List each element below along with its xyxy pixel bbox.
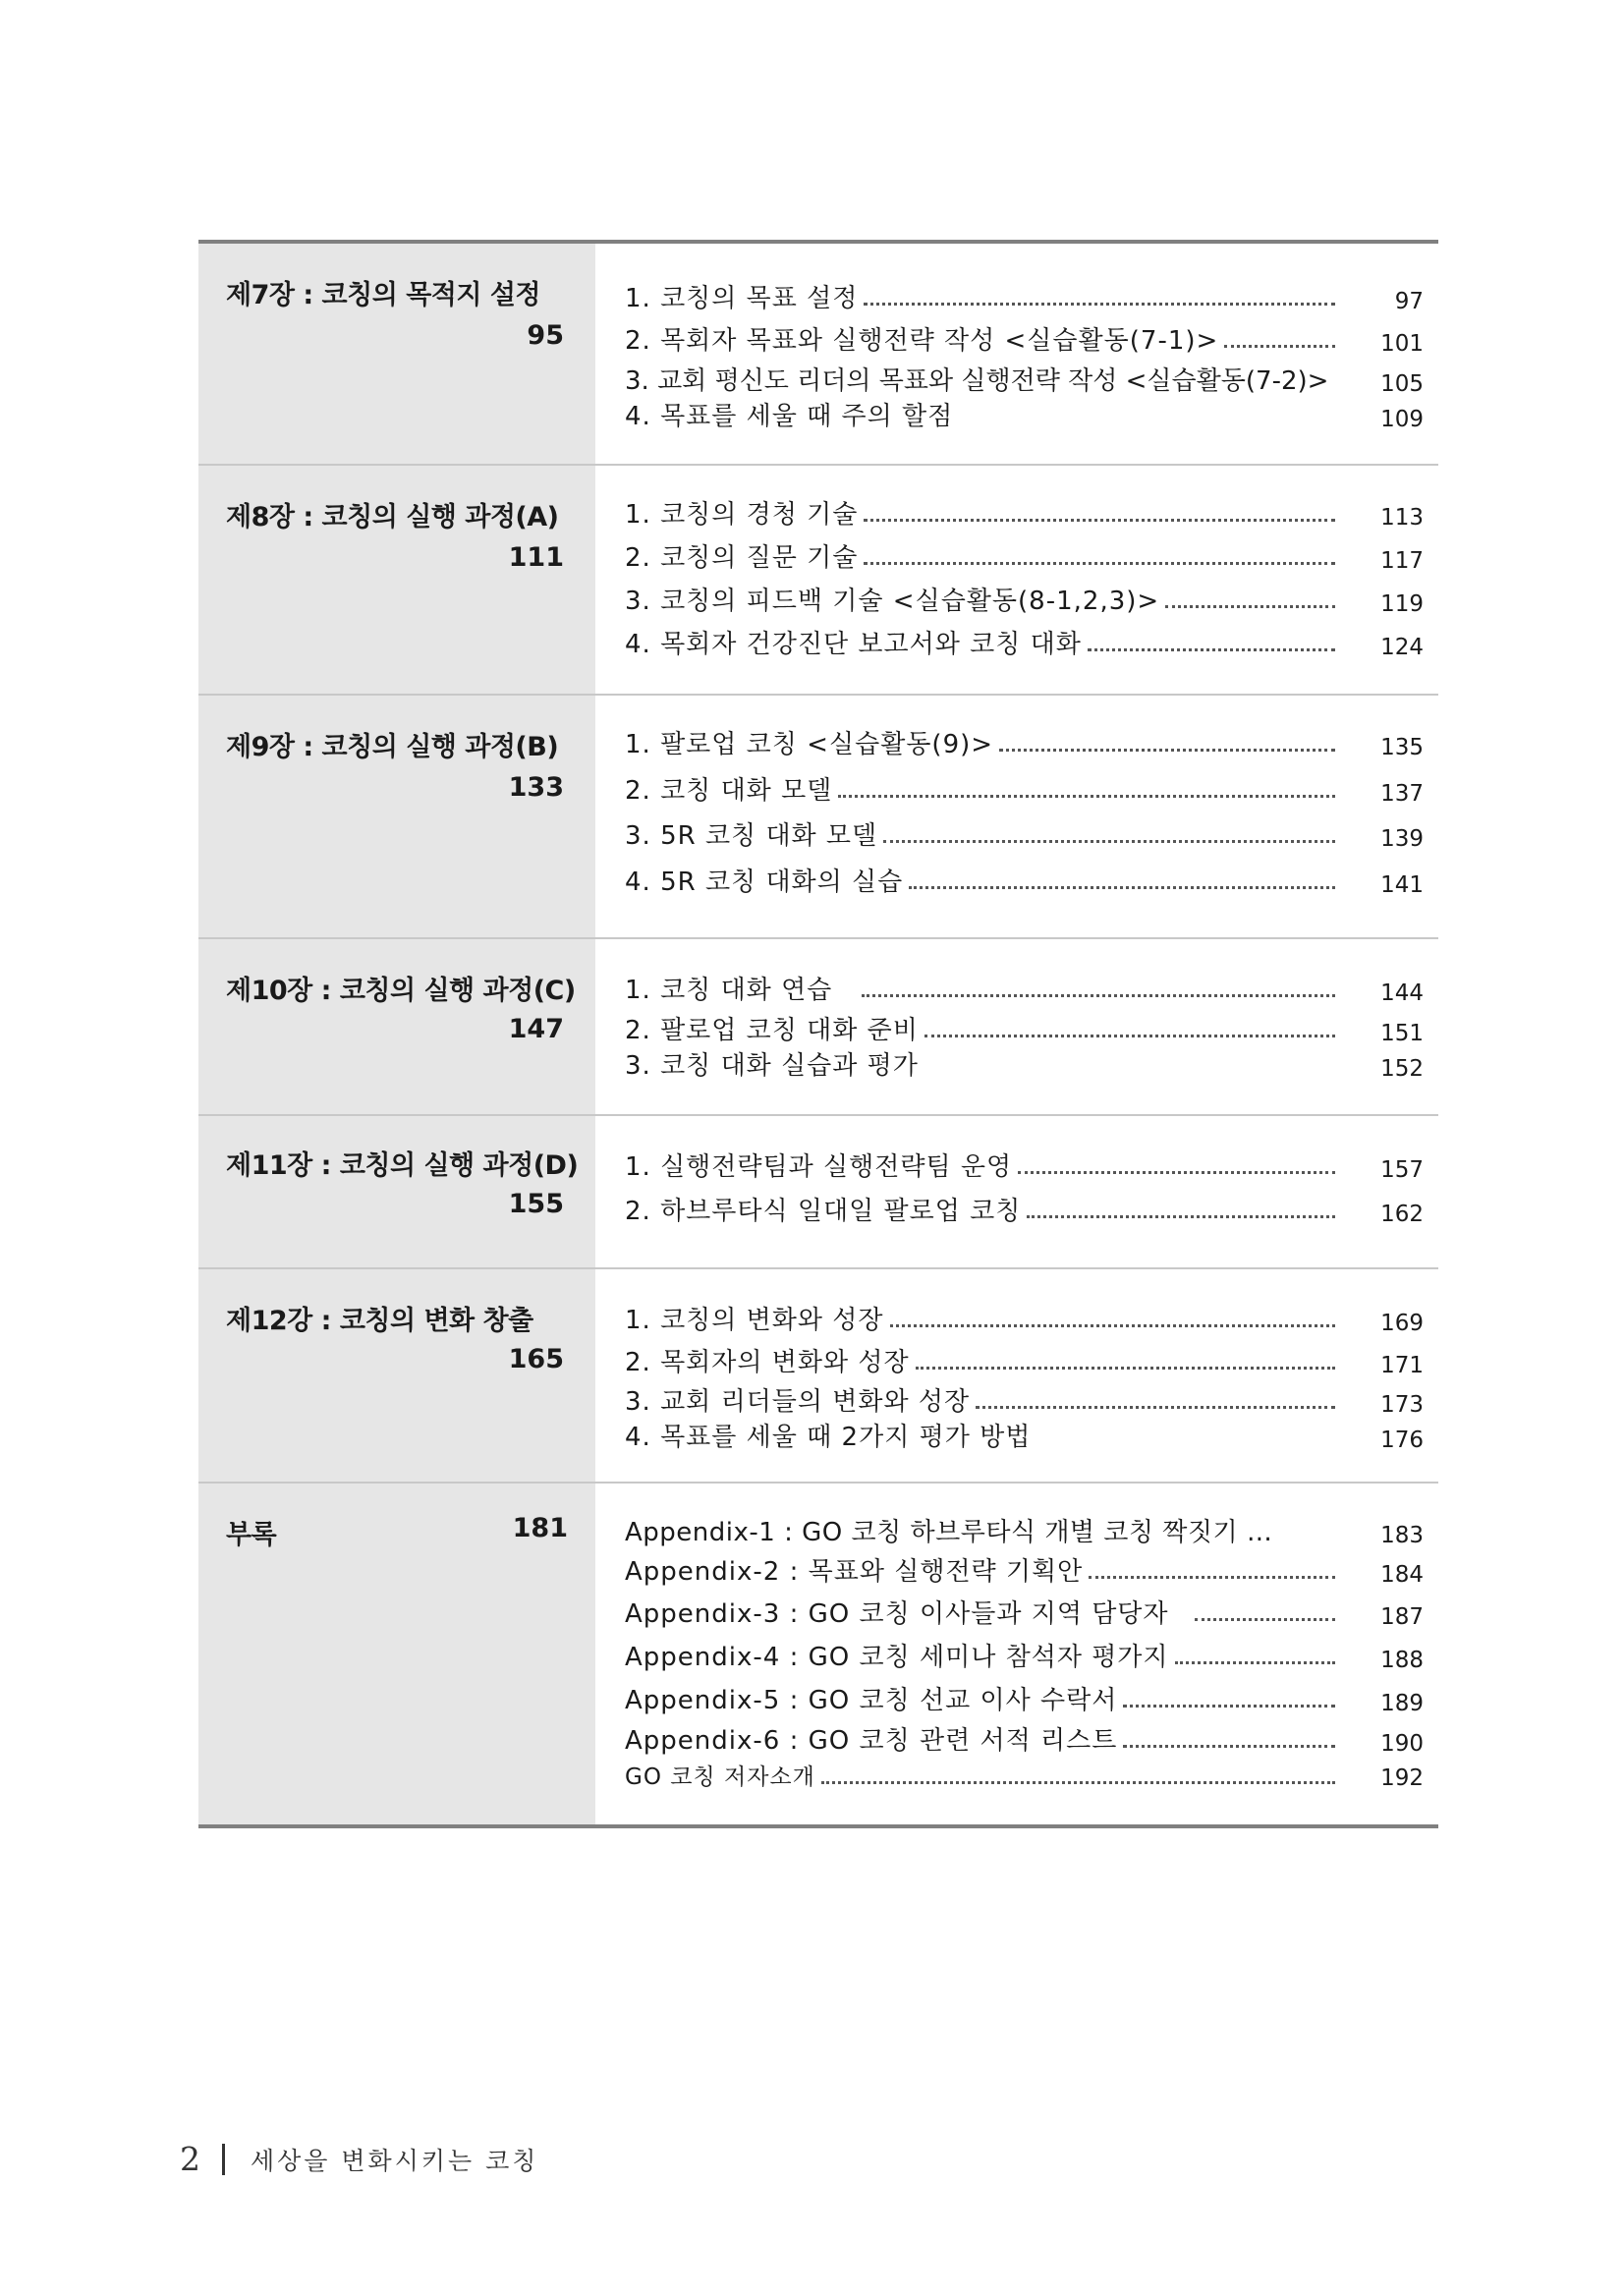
toc-section-ch8 [198,464,1438,694]
entry-title: 4. 목표를 세울 때 주의 할점 [625,402,954,431]
entry-page: 152 [1380,1056,1424,1082]
footer-divider [222,2144,225,2175]
entry-title: 1. 팔로업 코칭 <실습활동(9)> [625,730,994,759]
toc-entry[interactable] [625,1044,1424,1082]
toc-entry[interactable] [625,277,1424,314]
entry-page: 188 [1380,1648,1424,1673]
entry-title: 4. 5R 코칭 대화의 실습 [625,868,904,897]
toc-entry[interactable] [625,1009,1424,1046]
entry-page: 119 [1380,591,1424,617]
chapter-title: 제9장 : 코칭의 실행 과정(B) [226,732,559,762]
toc-entry[interactable] [625,1299,1424,1336]
leader-dots [976,1406,1335,1409]
entry-title: 1. 코칭의 변화와 성장 [625,1306,884,1335]
entries-cell [595,696,1438,937]
chapter-cell [198,1484,595,1824]
chapter-page: 133 [508,772,564,803]
entry-page: 124 [1380,635,1424,660]
toc-entry[interactable] [625,723,1424,760]
entry-title: 2. 하브루타식 일대일 팔로업 코칭 [625,1197,1022,1226]
entry-page: 139 [1380,826,1424,852]
chapter-cell [198,696,595,937]
chapter-title: 제7장 : 코칭의 목적지 설정 [226,280,541,310]
toc-entry[interactable] [625,1190,1424,1227]
toc-entry[interactable] [625,1380,1424,1418]
entry-title: 2. 코칭 대화 모델 [625,776,833,806]
chapter-title: 제8장 : 코칭의 실행 과정(A) [226,502,559,532]
entry-title: 2. 목회자 목표와 실행전략 작성 <실습활동(7-1)> [625,326,1219,356]
toc-entry[interactable] [625,1511,1424,1548]
entry-title: 2. 목회자의 변화와 성장 [625,1348,910,1377]
entry-page: 117 [1380,548,1424,574]
toc-section-ch12 [198,1267,1438,1482]
entries-cell [595,1116,1438,1267]
toc-entry[interactable] [625,493,1424,531]
leader-dots [916,1367,1335,1370]
leader-dots [838,795,1335,798]
leader-dots [821,1781,1335,1784]
entry-page: 141 [1380,872,1424,898]
chapter-page: 165 [508,1344,564,1374]
entry-page: 162 [1380,1202,1424,1227]
entries-cell [595,244,1438,464]
entry-title: Appendix-6 : GO 코칭 관련 서적 리스트 [625,1726,1118,1756]
chapter-title: 부록 [226,1520,277,1550]
toc-section-ch11 [198,1114,1438,1267]
toc-entry[interactable] [625,1593,1424,1630]
entry-page: 135 [1380,735,1424,760]
leader-dots [1123,1705,1335,1708]
toc-section-appendix [198,1482,1438,1824]
entry-title: GO 코칭 저자소개 [625,1764,815,1790]
entry-page: 173 [1380,1392,1424,1418]
leader-dots [862,994,1335,997]
entry-page: 109 [1380,407,1424,432]
leader-dots [864,519,1335,522]
toc-entry[interactable] [625,319,1424,357]
toc-entry[interactable] [625,814,1424,852]
chapter-page: 111 [508,542,564,573]
leader-dots [890,1324,1335,1327]
entry-page: 169 [1380,1311,1424,1336]
toc-entry[interactable] [625,1754,1424,1791]
leader-dots [883,840,1335,843]
entry-title: 1. 코칭 대화 연습 [625,976,833,1005]
entry-title: 3. 5R 코칭 대화 모델 [625,821,878,851]
table-of-contents [198,240,1438,1828]
entry-page: 176 [1380,1428,1424,1453]
entry-page: 97 [1394,289,1424,314]
leader-dots [1088,648,1335,651]
entry-page: 101 [1380,331,1424,357]
toc-entry[interactable] [625,1146,1424,1183]
toc-entry[interactable] [625,1636,1424,1673]
toc-entry[interactable] [625,861,1424,898]
chapter-title: 제11장 : 코칭의 실행 과정(D) [226,1150,579,1181]
entry-page: 189 [1380,1691,1424,1716]
chapter-page: 155 [508,1189,564,1219]
entry-title: 4. 목표를 세울 때 2가지 평가 방법 [625,1423,1032,1452]
toc-entry[interactable] [625,623,1424,660]
leader-dots [1224,345,1335,348]
toc-entry[interactable] [625,769,1424,807]
chapter-cell [198,1269,595,1482]
leader-dots [1175,1661,1335,1664]
entry-title: Appendix-5 : GO 코칭 선교 이사 수락서 [625,1686,1118,1715]
entries-cell [595,466,1438,694]
entry-page: 113 [1380,505,1424,531]
leader-dots [1195,1618,1335,1621]
chapter-cell [198,939,595,1114]
entry-page: 144 [1380,980,1424,1006]
chapter-page: 147 [508,1014,564,1044]
entry-title: 2. 코칭의 질문 기술 [625,543,859,573]
entry-title: 4. 목회자 건강진단 보고서와 코칭 대화 [625,630,1082,659]
page-footer [180,2140,538,2178]
leader-dots [1089,1576,1335,1579]
toc-section-ch10 [198,937,1438,1114]
entry-title: Appendix-1 : GO 코칭 하브루타식 개별 코칭 짝짓기 … [625,1518,1273,1547]
entries-cell [595,1269,1438,1482]
entry-page: 183 [1380,1523,1424,1548]
toc-entry[interactable] [625,580,1424,617]
leader-dots [909,886,1335,889]
toc-section-ch9 [198,694,1438,937]
entry-page: 171 [1380,1353,1424,1378]
entry-page: 184 [1380,1562,1424,1588]
entry-title: 3. 코칭 대화 실습과 평가 [625,1051,919,1081]
toc-entry[interactable] [625,1416,1424,1453]
toc-entry[interactable] [625,395,1424,432]
toc-entry[interactable] [625,1341,1424,1378]
toc-entry[interactable] [625,1679,1424,1716]
chapter-cell [198,466,595,694]
entry-title: Appendix-4 : GO 코칭 세미나 참석자 평가지 [625,1643,1169,1672]
chapter-title: 제12강 : 코칭의 변화 창출 [226,1306,533,1336]
chapter-title: 제10장 : 코칭의 실행 과정(C) [226,976,576,1006]
toc-entry[interactable] [625,360,1424,397]
leader-dots [1018,1171,1335,1174]
entry-title: Appendix-2 : 목표와 실행전략 기획안 [625,1557,1084,1587]
leader-dots [999,749,1335,752]
toc-entry[interactable] [625,969,1424,1006]
chapter-page: 181 [512,1513,568,1543]
entry-page: 105 [1380,371,1424,397]
book-title: 세상을 변화시키는 코칭 [251,2146,539,2175]
entry-title: 1. 코칭의 경청 기술 [625,500,859,530]
leader-dots [1123,1745,1335,1748]
entry-title: 1. 코칭의 목표 설정 [625,284,859,313]
entry-page: 192 [1380,1765,1424,1791]
entry-page: 137 [1380,781,1424,807]
entries-cell [595,1484,1438,1824]
chapter-cell [198,244,595,464]
leader-dots [1027,1215,1335,1218]
leader-dots [1165,605,1335,608]
entry-title: 1. 실행전략팀과 실행전략팀 운영 [625,1152,1013,1182]
entries-cell [595,939,1438,1114]
toc-entry[interactable] [625,1719,1424,1757]
entry-title: 2. 팔로업 코칭 대화 준비 [625,1016,919,1045]
entry-title: 3. 교회 리더들의 변화와 성장 [625,1387,971,1417]
entry-title: Appendix-3 : GO 코칭 이사들과 지역 담당자 [625,1599,1169,1629]
toc-entry[interactable] [625,536,1424,574]
leader-dots [864,562,1335,565]
toc-entry[interactable] [625,1550,1424,1588]
entry-title: 3. 코칭의 피드백 기술 <실습활동(8-1,2,3)> [625,587,1160,616]
chapter-cell [198,1116,595,1267]
leader-dots [864,303,1335,306]
toc-section-ch7 [198,244,1438,464]
entry-page: 190 [1380,1731,1424,1757]
entry-page: 187 [1380,1604,1424,1630]
leader-dots [924,1035,1335,1037]
entry-title: 3. 교회 평신도 리더의 목표와 실행전략 작성 <실습활동(7-2)> [625,366,1329,396]
chapter-page: 95 [527,320,564,351]
entry-page: 151 [1380,1021,1424,1046]
entry-page: 157 [1380,1157,1424,1183]
page-number: 2 [180,2140,200,2178]
